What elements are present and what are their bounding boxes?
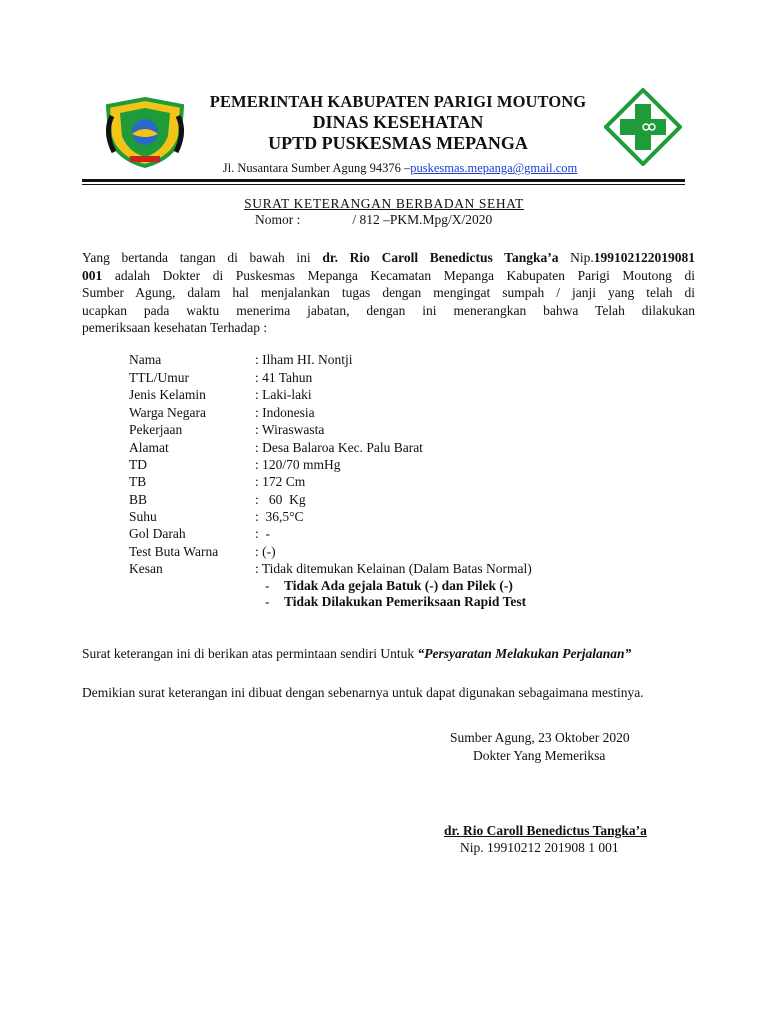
field-value: : Laki-laki xyxy=(255,387,312,402)
field-value: : 120/70 mmHg xyxy=(255,457,341,472)
letterhead-government: PEMERINTAH KABUPATEN PARIGI MOUTONG xyxy=(209,92,587,111)
intro-line-3: Sumber Agung, dalam hal menjalankan tugas dengan mengingat sumpah / janji yang telah di xyxy=(82,285,695,300)
field-value: : 41 Tahun xyxy=(255,370,313,385)
field-label: Kesan xyxy=(129,561,163,576)
email-link[interactable]: puskesmas.mepanga@gmail.com xyxy=(410,161,578,175)
intro-text: Yang bertanda tangan di bawah ini xyxy=(82,250,323,265)
field-label: TB xyxy=(129,474,147,489)
field-value: : Indonesia xyxy=(255,405,315,420)
doctor-nip: 199102122019081 xyxy=(593,250,696,265)
note-item xyxy=(265,593,526,610)
address-text: Jl. Nusantara Sumber Agung 94376 – xyxy=(222,161,411,175)
field-label: TD xyxy=(129,457,147,472)
field-label: BB xyxy=(129,492,148,507)
nomor-value: / 812 –PKM.Mpg/X/2020 xyxy=(352,212,493,227)
field-label: Suhu xyxy=(129,509,157,524)
note-dash: - xyxy=(265,578,270,593)
header-rule-thick xyxy=(82,179,685,182)
field-value: : Tidak ditemukan Kelainan (Dalam Batas Normal) xyxy=(255,561,532,576)
field-value: : - xyxy=(255,526,270,541)
note-text: Tidak Ada gejala Batuk (-) dan Pilek (-) xyxy=(284,578,513,593)
closing-paragraph: Demikian surat keterangan ini dibuat dengan sebenarnya untuk dapat digunakan sebagaimana mestinya. xyxy=(82,685,644,700)
field-value: : Desa Balaroa Kec. Palu Barat xyxy=(255,440,423,455)
field-value: : 36,5°C xyxy=(255,509,304,524)
doctor-nip-suffix: 001 xyxy=(82,267,103,283)
field-label: Jenis Kelamin xyxy=(129,387,206,402)
signer-name: dr. Rio Caroll Benedictus Tangka’a xyxy=(444,823,647,838)
letterhead-unit: UPTD PUSKESMAS MEPANGA xyxy=(268,133,528,153)
field-label: Test Buta Warna xyxy=(129,544,219,559)
field-value: : Ilham HI. Nontji xyxy=(255,352,353,367)
intro-line-5: pemeriksaan kesehatan Terhadap : xyxy=(82,320,268,335)
nomor-label: Nomor : xyxy=(255,212,301,227)
field-label: Warga Negara xyxy=(129,405,206,420)
doctor-name: dr. Rio Caroll Benedictus Tangka’a xyxy=(322,250,559,265)
field-label: Pekerjaan xyxy=(129,422,183,437)
letterhead xyxy=(188,92,608,154)
place-date: Sumber Agung, 23 Oktober 2020 xyxy=(450,730,630,745)
document-title: SURAT KETERANGAN BERBADAN SEHAT xyxy=(244,196,524,211)
field-label: TTL/Umur xyxy=(129,370,189,385)
intro-line-2 xyxy=(82,267,695,285)
field-label: Alamat xyxy=(129,440,169,455)
letterhead-address xyxy=(190,160,610,176)
regency-emblem-logo xyxy=(102,96,188,168)
field-value: : 172 Cm xyxy=(255,474,306,489)
nip-label: Nip. xyxy=(558,250,594,265)
field-value: : (-) xyxy=(255,544,276,559)
intro-paragraph xyxy=(82,249,695,337)
letterhead-agency: DINAS KESEHATAN xyxy=(312,112,484,132)
purpose-text: Surat keterangan ini di berikan atas permintaan sendiri Untuk xyxy=(82,646,418,661)
note-item xyxy=(265,577,513,594)
note-dash: - xyxy=(265,594,270,609)
header-rule-thin xyxy=(82,184,685,185)
note-text: Tidak Dilakukan Pemeriksaan Rapid Test xyxy=(284,594,527,609)
field-value: : Wiraswasta xyxy=(255,422,325,437)
intro-text: adalah Dokter di Puskesmas Mepanga Kecamatan Mepanga Kabupaten Parigi Moutong di xyxy=(102,267,695,283)
purpose-emphasis: “Persyaratan Melakukan Perjalanan” xyxy=(417,646,632,661)
intro-line-1 xyxy=(82,249,695,267)
signer-nip: Nip. 19910212 201908 1 001 xyxy=(460,840,619,855)
intro-line-4: ucapkan pada waktu menerima jabatan, dengan ini menerangkan bahwa Telah dilakukan xyxy=(82,302,695,318)
document-number xyxy=(255,212,492,228)
puskesmas-logo xyxy=(604,88,682,166)
signer-role: Dokter Yang Memeriksa xyxy=(473,748,606,763)
field-label: Gol Darah xyxy=(129,526,186,541)
field-value: : 60 Kg xyxy=(255,492,306,507)
field-label: Nama xyxy=(129,352,162,367)
purpose-paragraph xyxy=(82,645,695,663)
